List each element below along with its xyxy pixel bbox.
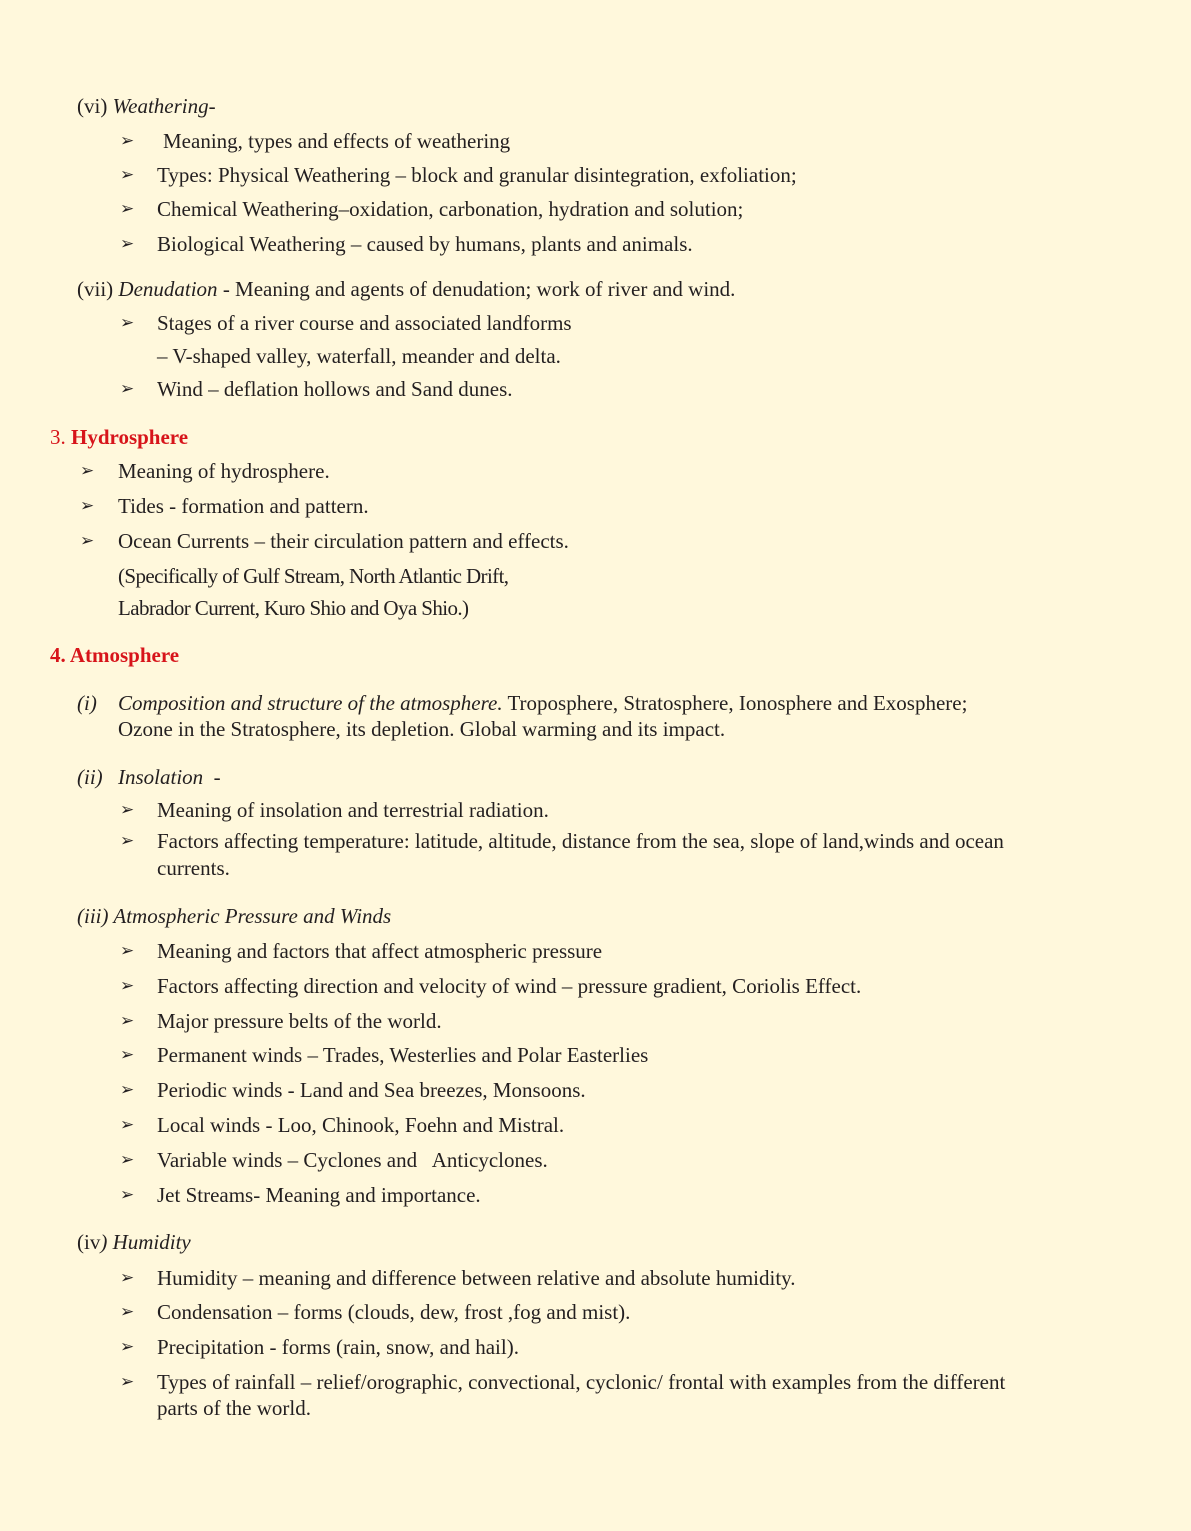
list-item: Permanent winds – Trades, Westerlies and Polar Easterlies — [157, 1043, 649, 1067]
bullet-arrow-icon: ➢ — [120, 1011, 135, 1031]
pressure-number: (iii) — [77, 904, 109, 928]
list-item: Factors affecting direction and velocity of wind – pressure gradient, Coriolis Effect. — [157, 974, 862, 998]
humidity-heading — [77, 1230, 191, 1254]
list-item: Types of rainfall – relief/orographic, convectional, cyclonic/ frontal with examples from the different — [157, 1370, 1006, 1394]
atmosphere-number: 4. — [50, 643, 66, 667]
denudation-number: (vii) — [77, 277, 114, 301]
bullet-arrow-icon: ➢ — [120, 831, 135, 851]
list-item: Meaning of hydrosphere. — [118, 459, 330, 483]
weathering-number: (vi) — [77, 94, 108, 118]
hydrosphere-heading — [50, 425, 188, 449]
list-item: Periodic winds - Land and Sea breezes, Monsoons. — [157, 1078, 586, 1102]
denudation-description: - Meaning and agents of denudation; work of river and wind. — [217, 277, 736, 301]
composition-line1 — [118, 691, 967, 715]
insolation-heading — [118, 765, 221, 789]
list-item: Types: Physical Weathering – block and granular disintegration, exfoliation; — [157, 163, 797, 187]
list-item: Ocean Currents – their circulation pattern and effects. — [118, 529, 569, 553]
weathering-suffix: - — [208, 94, 216, 118]
list-item: Meaning of insolation and terrestrial radiation. — [157, 798, 549, 822]
bullet-arrow-icon: ➢ — [120, 379, 135, 399]
bullet-arrow-icon: ➢ — [80, 531, 95, 551]
list-item: Factors affecting temperature: latitude, altitude, distance from the sea, slope of land,winds and ocean — [157, 829, 1004, 853]
bullet-arrow-icon: ➢ — [120, 800, 135, 820]
bullet-arrow-icon: ➢ — [120, 1372, 135, 1392]
list-item: Local winds - Loo, Chinook, Foehn and Mistral. — [157, 1113, 565, 1137]
bullet-arrow-icon: ➢ — [120, 1150, 135, 1170]
list-item: Condensation – forms (clouds, dew, frost ,fog and mist). — [157, 1300, 631, 1324]
composition-title: Composition and structure of the atmosphere. — [118, 691, 503, 715]
insolation-suffix: - — [203, 765, 221, 789]
hydrosphere-note-line1: (Specifically of Gulf Stream, North Atlantic Drift, — [118, 564, 509, 588]
atmosphere-heading — [50, 643, 179, 667]
bullet-arrow-icon: ➢ — [120, 941, 135, 961]
bullet-arrow-icon: ➢ — [120, 165, 135, 185]
bullet-arrow-icon: ➢ — [120, 1185, 135, 1205]
insolation-title: Insolation — [118, 765, 204, 789]
list-item: Variable winds – Cyclones and Anticyclones. — [157, 1148, 548, 1172]
bullet-arrow-icon: ➢ — [120, 1268, 135, 1288]
atmosphere-title: Atmosphere — [69, 643, 180, 667]
humidity-title: ) Humidity — [100, 1230, 191, 1254]
list-item-continuation: – V-shaped valley, waterfall, meander and delta. — [157, 344, 561, 368]
bullet-arrow-icon: ➢ — [120, 1337, 135, 1357]
denudation-title: Denudation — [118, 277, 218, 301]
hydrosphere-note-line2: Labrador Current, Kuro Shio and Oya Shio.) — [118, 596, 469, 620]
humidity-number: (iv — [77, 1230, 101, 1254]
bullet-arrow-icon: ➢ — [120, 976, 135, 996]
bullet-arrow-icon: ➢ — [120, 1115, 135, 1135]
list-item-continuation: parts of the world. — [157, 1396, 311, 1420]
list-item: Major pressure belts of the world. — [157, 1009, 442, 1033]
bullet-arrow-icon: ➢ — [80, 461, 95, 481]
denudation-heading — [77, 277, 735, 301]
pressure-heading — [77, 904, 391, 928]
list-item: Tides - formation and pattern. — [118, 494, 369, 518]
list-item: Jet Streams- Meaning and importance. — [157, 1183, 481, 1207]
bullet-arrow-icon: ➢ — [120, 1080, 135, 1100]
bullet-arrow-icon: ➢ — [120, 313, 135, 333]
list-item: Precipitation - forms (rain, snow, and hail). — [157, 1335, 519, 1359]
bullet-arrow-icon: ➢ — [120, 199, 135, 219]
list-item: Meaning, types and effects of weathering — [163, 129, 511, 153]
hydrosphere-number: 3. — [50, 425, 66, 449]
bullet-arrow-icon: ➢ — [80, 496, 95, 516]
list-item: Meaning and factors that affect atmospheric pressure — [157, 939, 603, 963]
weathering-heading — [77, 94, 216, 118]
composition-line2: Ozone in the Stratosphere, its depletion. Global warming and its impact. — [118, 717, 726, 741]
list-item-continuation: currents. — [157, 856, 230, 880]
bullet-arrow-icon: ➢ — [120, 131, 135, 151]
composition-description: Troposphere, Stratosphere, Ionosphere and Exosphere; — [502, 691, 968, 715]
insolation-number: (ii) — [77, 765, 103, 789]
list-item: Chemical Weathering–oxidation, carbonation, hydration and solution; — [157, 197, 744, 221]
composition-number: (i) — [77, 691, 97, 715]
hydrosphere-title: Hydrosphere — [71, 425, 189, 449]
bullet-arrow-icon: ➢ — [120, 1045, 135, 1065]
weathering-title: Weathering — [112, 94, 209, 118]
list-item: Humidity – meaning and difference between relative and absolute humidity. — [157, 1266, 796, 1290]
list-item: Wind – deflation hollows and Sand dunes. — [157, 377, 513, 401]
bullet-arrow-icon: ➢ — [120, 234, 135, 254]
list-item: Stages of a river course and associated landforms — [157, 311, 572, 335]
bullet-arrow-icon: ➢ — [120, 1302, 135, 1322]
list-item: Biological Weathering – caused by humans, plants and animals. — [157, 232, 693, 256]
pressure-title: Atmospheric Pressure and Winds — [113, 904, 392, 928]
